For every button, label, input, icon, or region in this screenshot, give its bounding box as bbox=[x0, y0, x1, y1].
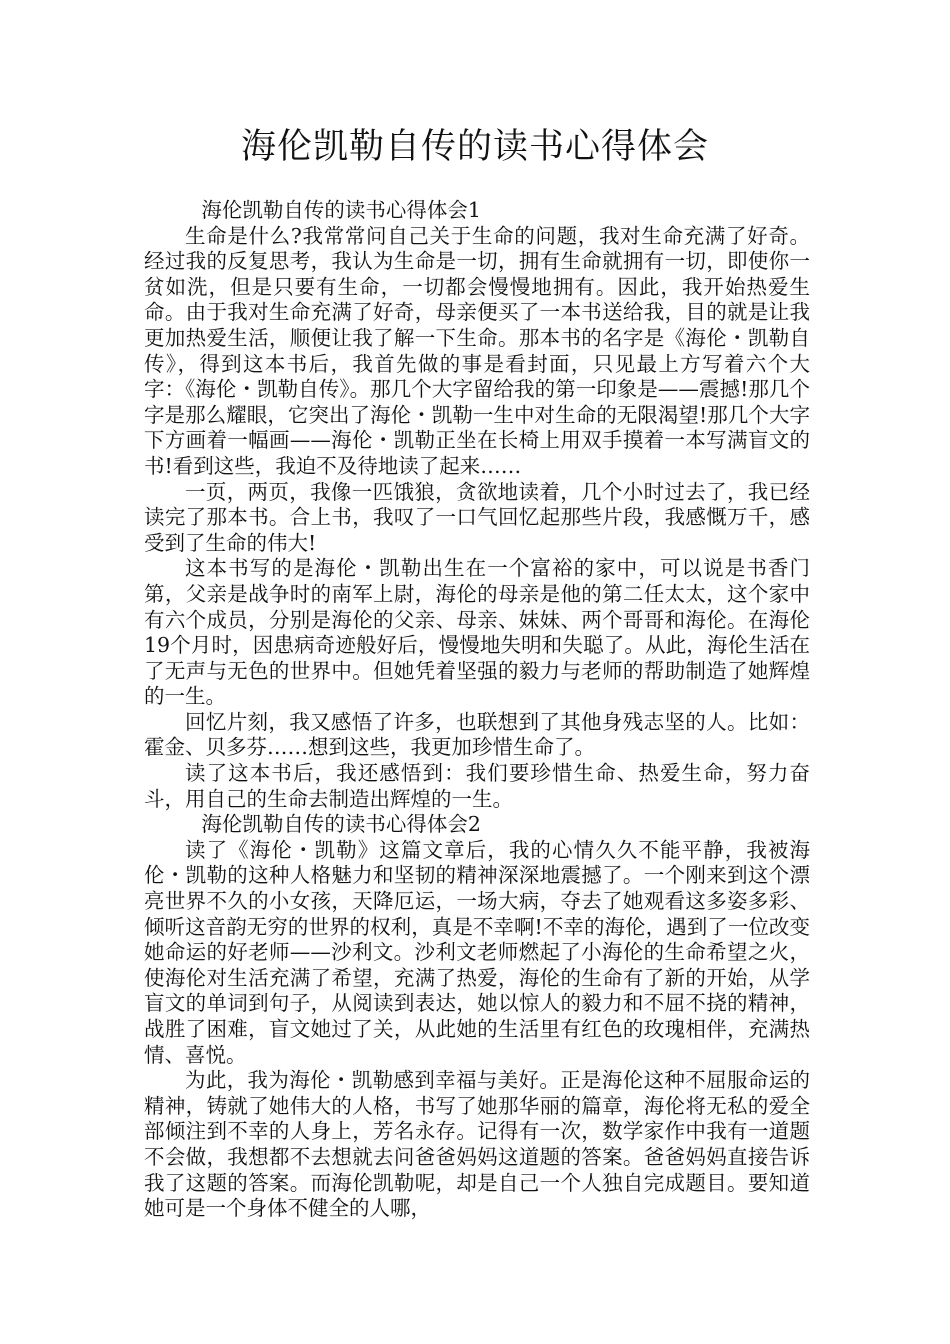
section-heading: 海伦凯勒自传的读书心得体会2 bbox=[201, 812, 481, 837]
paragraph: 为此，我为海伦・凯勒感到幸福与美好。正是海伦这种不屈服命运的精神，铸就了她伟大的人格，书写了她那华丽的篇章，海伦将无私的爱全部倾注到不幸的人身上，芳名永存。记得有一次，数学家作中我有一道题不会做，我想都不去想就去问爸爸妈妈这道题的答案。爸爸妈妈直接告诉我了这题的答案。而海伦凯勒呢，却是自己一个人独自完成题目。要知道她可是一个身体不健全的人哪， bbox=[144, 1068, 810, 1221]
section-heading: 海伦凯勒自传的读书心得体会1 bbox=[201, 198, 481, 222]
paragraph: 生命是什么?我常常问自己关于生命的问题，我对生命充满了好奇。经过我的反复思考，我认为生命是一切，拥有生命就拥有一切，即使你一贫如洗，但是只要有生命，一切都会慢慢地拥有。因此，我开始热爱生命。由于我对生命充满了好奇，母亲便买了一本书送给我，目的就是让我更加热爱生活，顺便让我了解一下生命。那本书的名字是《海伦・凯勒自传》，得到这本书后，我首先做的事是看封面，只见最上方写着六个大字：《海伦・凯勒自传》。那几个大字留给我的第一印象是——震撼!那几个字是那么耀眼，它突出了海伦・凯勒一生中对生命的无限渴望!那几个大字下方画着一幅画——海伦・凯勒正坐在长椅上用双手摸着一本写满盲文的书!看到这些，我迫不及待地读了起来…… bbox=[144, 223, 810, 478]
paragraph: 一页，两页，我像一匹饿狼，贪欲地读着，几个小时过去了，我已经读完了那本书。合上书，我叹了一口气回忆起那些片段，我感慨万千，感受到了生命的伟大! bbox=[144, 479, 810, 555]
paragraph: 回忆片刻，我又感悟了许多，也联想到了其他身残志坚的人。比如：霍金、贝多芬……想到这些，我更加珍惜生命了。 bbox=[144, 709, 810, 760]
document-title: 海伦凯勒自传的读书心得体会 bbox=[240, 127, 709, 167]
paragraph: 读了《海伦・凯勒》这篇文章后，我的心情久久不能平静，我被海伦・凯勒的这种人格魅力和坚韧的精神深深地震撼了。一个刚来到这个漂亮世界不久的小女孩，天降厄运，一场大病，夺去了她观看这多姿多彩、倾听这音韵无穷的世界的权利，真是不幸啊!不幸的海伦，遇到了一位改变她命运的好老师——沙利文。沙利文老师燃起了小海伦的生命希望之火，使海伦对生活充满了希望，充满了热爱，海伦的生命有了新的开始，从学盲文的单词到句子，从阅读到表达，她以惊人的毅力和不屈不挠的精神，战胜了困难，盲文她过了关，从此她的生活里有红色的玫瑰相伴，充满热情、喜悦。 bbox=[144, 837, 810, 1067]
document-body bbox=[144, 198, 810, 1222]
paragraph: 这本书写的是海伦・凯勒出生在一个富裕的家中，可以说是书香门第，父亲是战争时的南军上尉，海伦的母亲是他的第二任太太，这个家中有六个成员，分别是海伦的父亲、母亲、妹妹、两个哥哥和海伦。在海伦19个月时，因患病奇迹般好后，慢慢地失明和失聪了。从此，海伦生活在了无声与无色的世界中。但她凭着坚强的毅力与老师的帮助制造了她辉煌的一生。 bbox=[144, 556, 810, 709]
paragraph: 读了这本书后，我还感悟到：我们要珍惜生命、热爱生命，努力奋斗，用自己的生命去制造出辉煌的一生。 bbox=[144, 761, 810, 811]
